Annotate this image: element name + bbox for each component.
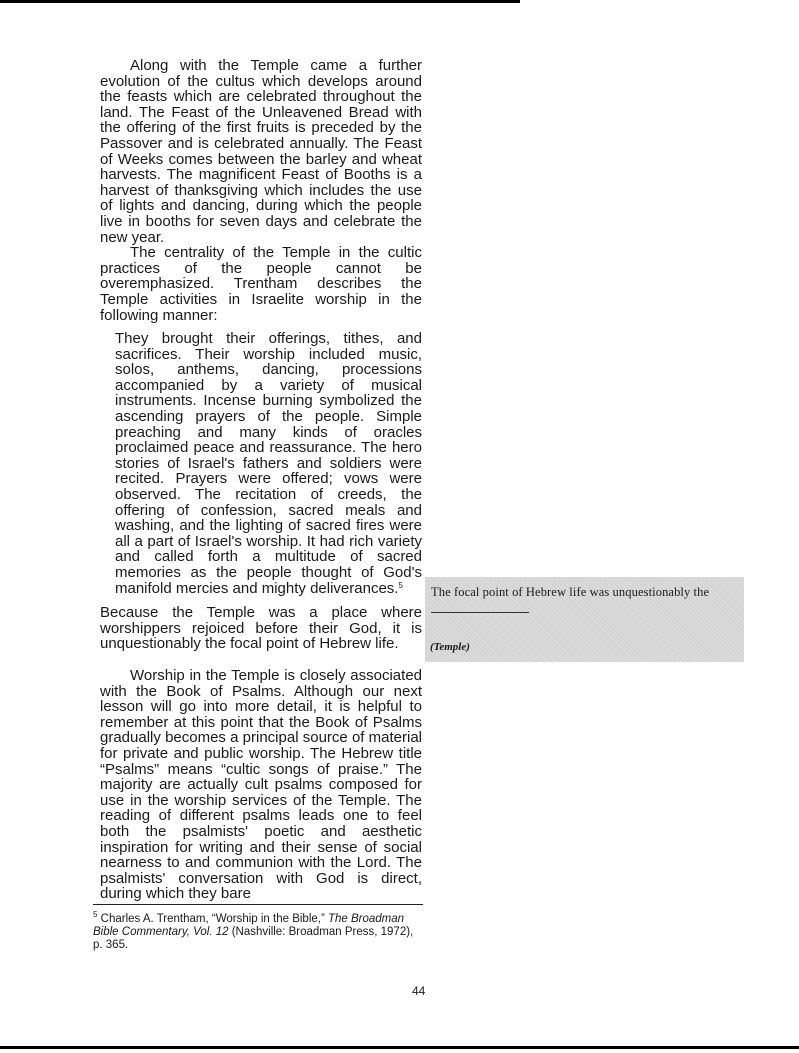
top-edge-rule bbox=[0, 0, 520, 3]
block-quote-text: They brought their offerings, tithes, and sacrifices. Their worship included music, solos, anthems, dancing, processions accompanied by a variety of musical instruments. Incense burning symbolized the ascending prayers of the people. Simple preaching and many kinds of oracles proclaimed peace and reassurance. The hero stories of Israel's fathers and soldiers were recited. Prayers were offered; vows were observed. The recitation of creeds, the offering of confession, sacred meals and washing, and the lighting of sacred fires were all a part of Israel's worship. It had rich variety and called forth a multitude of sacred memories as the people thought of God's manifold mercies and mighty deliverances. bbox=[115, 330, 422, 597]
footnote bbox=[93, 904, 423, 952]
block-quote bbox=[115, 331, 422, 596]
text-column bbox=[100, 58, 422, 902]
review-question-box bbox=[425, 577, 744, 662]
footnote-text-end: (Nashville: Broadman Press, 1972), p. 365. bbox=[93, 926, 414, 951]
answer-blank bbox=[431, 612, 529, 613]
footnote-text: Charles A. Trentham, “Worship in the Bible,” bbox=[100, 913, 328, 925]
footnote-title: The Broadman Bible Commentary, Vol. 12 bbox=[93, 913, 405, 938]
paragraph-psalms: Worship in the Temple is closely associated with the Book of Psalms. Although our next lesson will go into more detail, it is helpful to remember at this point that the Book of Psalms gradually becomes a principal source of material for private and public worship. The Hebrew title “Psalms” means “cultic songs of praise.” The majority are actually cult psalms composed for use in the worship services of the Temple. The reading of different psalms leads one to feel both the psalmists' poetic and aesthetic inspiration for writing and their sense of social nearness to and communion with the Lord. The psalmists' conversation with God is direct, during which they bare bbox=[100, 666, 422, 903]
footnote-number: 5 bbox=[93, 910, 98, 919]
paragraph-feasts: Along with the Temple came a further evolution of the cultus which develops around the feasts which are celebrated throughout the land. The Feast of the Unleavened Bread with the offering of the first fruits is preceded by the Passover and is celebrated annually. The Feast of Weeks comes between the barley and wheat harvests. The magnificent Feast of Booths is a harvest of thanksgiving which includes the use of lights and dancing, during which the people live in booths for seven days and celebrate the new year. bbox=[100, 57, 422, 246]
page-number: 44 bbox=[412, 984, 426, 998]
paragraph-temple-centrality: The centrality of the Temple in the cultic practices of the people cannot be overemphasized. Trentham describes the Temple activities in Israelite worship in the following manner: bbox=[100, 244, 422, 324]
bottom-edge-rule bbox=[0, 1046, 799, 1049]
paragraph-conclusion: Because the Temple was a place where worshippers rejoiced before their God, it is unquestionably the focal point of Hebrew life. bbox=[100, 604, 422, 653]
review-answer: (Temple) bbox=[430, 641, 470, 653]
footnote-reference: 5 bbox=[398, 580, 403, 590]
review-question: The focal point of Hebrew life was unquestionably the bbox=[431, 585, 710, 599]
